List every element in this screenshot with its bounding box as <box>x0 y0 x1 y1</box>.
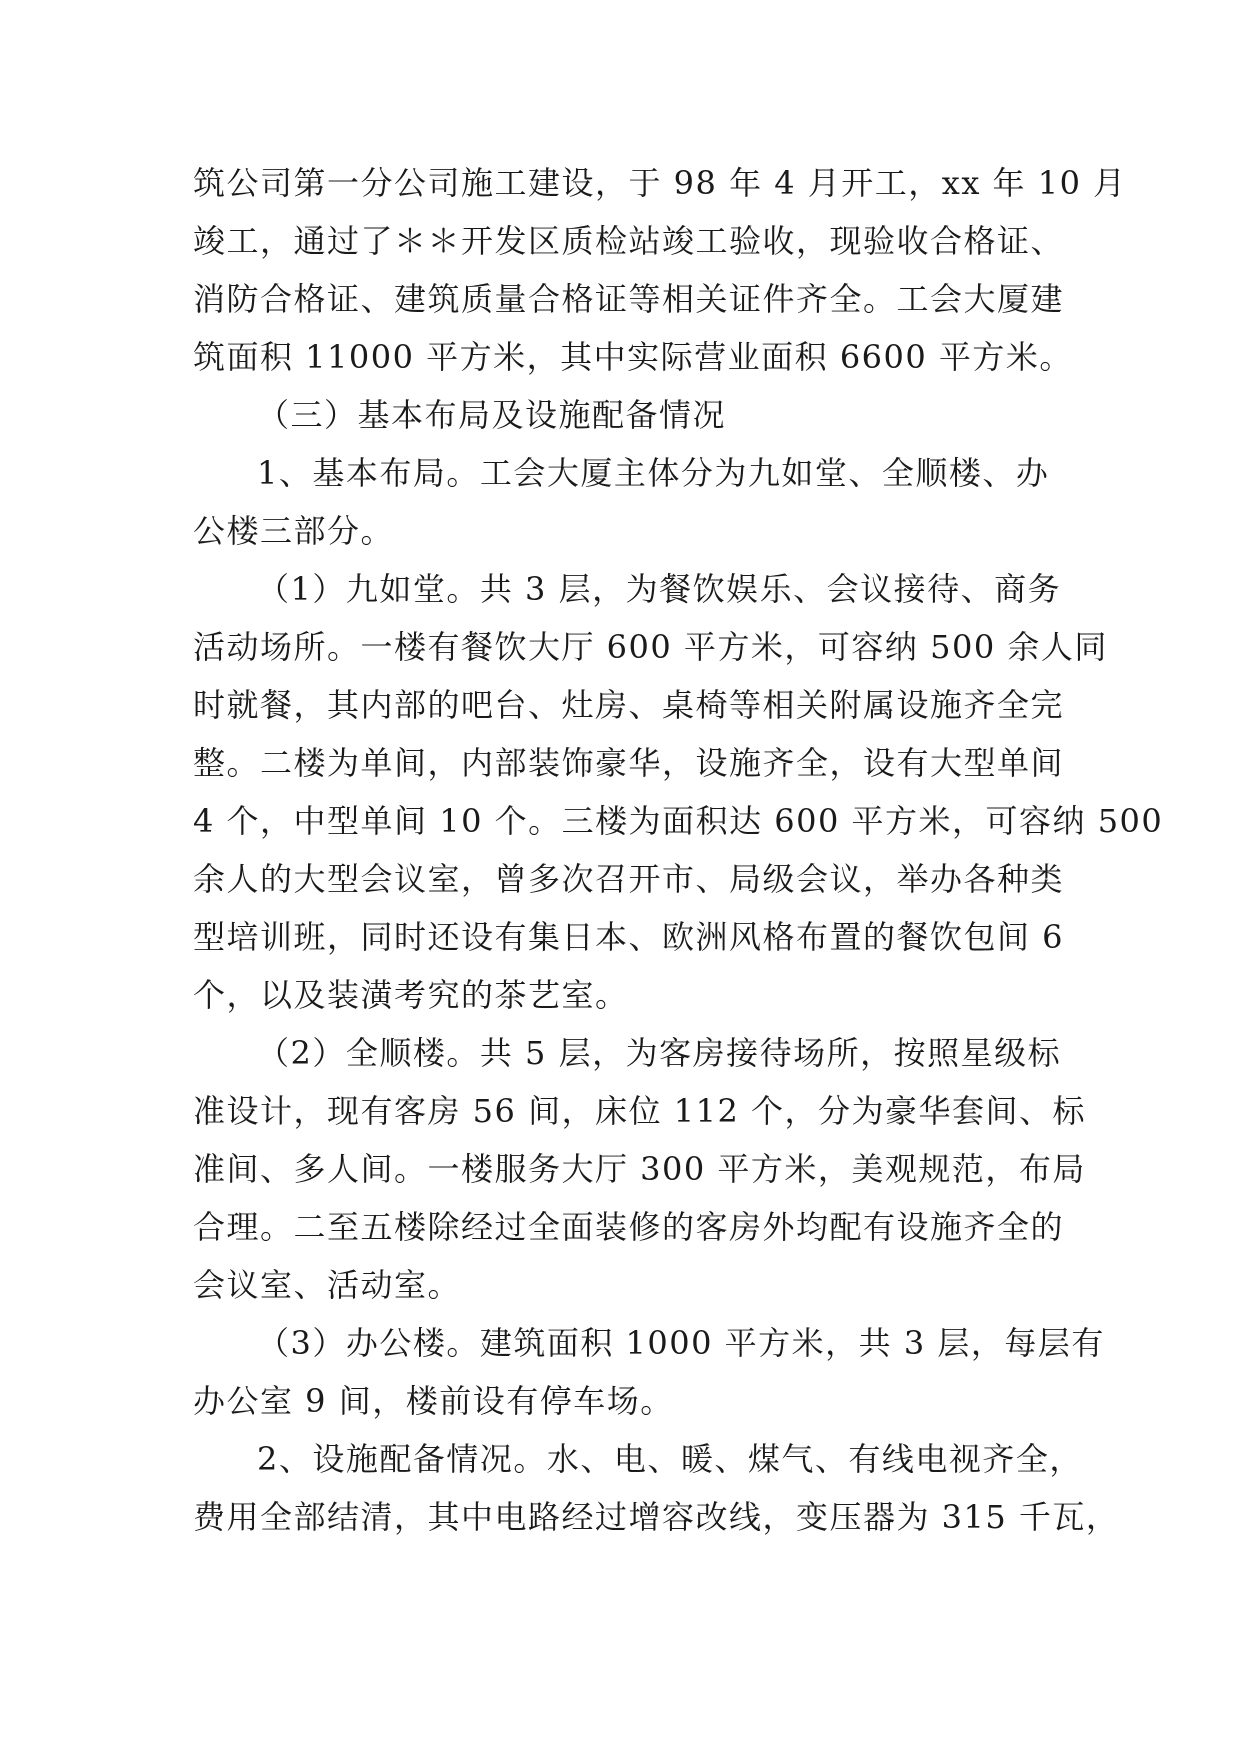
text-line: 准设计，现有客房 56 间，床位 112 个，分为豪华套间、标 <box>193 1092 1086 1130</box>
text-line: （三）基本布局及设施配备情况 <box>257 396 727 434</box>
text-line: （2）全顺楼。共 5 层，为客房接待场所，按照星级标 <box>257 1034 1062 1072</box>
text-line: 公楼三部分。 <box>193 512 395 550</box>
text-line: （1）九如堂。共 3 层，为餐饮娱乐、会议接待、商务 <box>257 570 1062 608</box>
text-line: 时就餐，其内部的吧台、灶房、桌椅等相关附属设施齐全完 <box>193 686 1065 724</box>
text-line: 办公室 9 间，楼前设有停车场。 <box>193 1382 674 1420</box>
text-line: 筑公司第一分公司施工建设，于 98 年 4 月开工，xx 年 10 月 <box>193 164 1127 202</box>
text-line: 整。二楼为单间，内部装饰豪华，设施齐全，设有大型单间 <box>193 744 1065 782</box>
text-line: 4 个，中型单间 10 个。三楼为面积达 600 平方米，可容纳 500 <box>193 802 1164 840</box>
text-line: 合理。二至五楼除经过全面装修的客房外均配有设施齐全的 <box>193 1208 1065 1246</box>
text-line: 费用全部结清，其中电路经过增容改线，变压器为 315 千瓦， <box>193 1498 1120 1536</box>
text-line: 准间、多人间。一楼服务大厅 300 平方米，美观规范，布局 <box>193 1150 1086 1188</box>
text-line: 型培训班，同时还设有集日本、欧洲风格布置的餐饮包间 6 <box>193 918 1065 956</box>
text-line: 会议室、活动室。 <box>193 1266 462 1304</box>
text-line: 消防合格证、建筑质量合格证等相关证件齐全。工会大厦建 <box>193 280 1065 318</box>
text-line: （3）办公楼。建筑面积 1000 平方米，共 3 层，每层有 <box>257 1324 1105 1362</box>
text-line: 个，以及装潢考究的茶艺室。 <box>193 976 629 1014</box>
text-line: 筑面积 11000 平方米，其中实际营业面积 6600 平方米。 <box>193 338 1073 376</box>
text-line: 2、设施配备情况。水、电、暖、煤气、有线电视齐全， <box>257 1440 1083 1478</box>
text-line: 竣工，通过了＊＊开发区质检站竣工验收，现验收合格证、 <box>193 222 1065 260</box>
text-line: 余人的大型会议室，曾多次召开市、局级会议，举办各种类 <box>193 860 1065 898</box>
document-body <box>193 154 1164 1546</box>
text-line: 1、基本布局。工会大厦主体分为九如堂、全顺楼、办 <box>257 454 1050 492</box>
text-line: 活动场所。一楼有餐饮大厅 600 平方米，可容纳 500 余人同 <box>193 628 1108 666</box>
